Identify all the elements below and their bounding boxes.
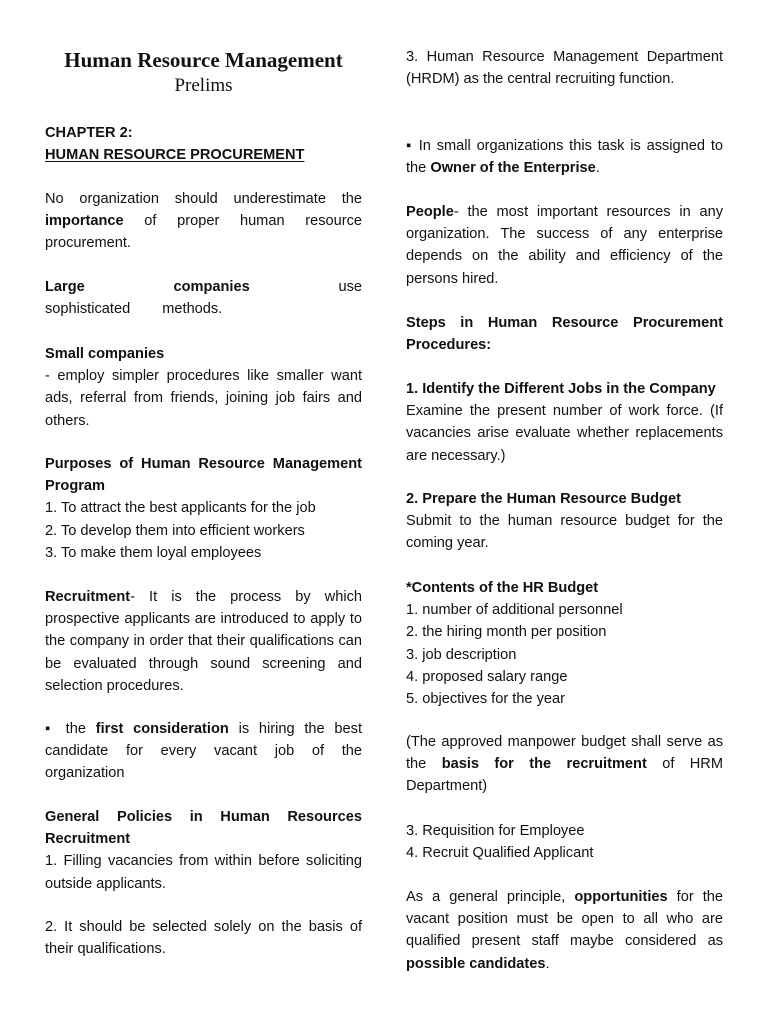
chapter-title: HUMAN RESOURCE PROCUREMENT — [45, 147, 305, 164]
policy-item-2: 2. It should be selected solely on the basis of their qualifications. — [45, 919, 362, 958]
step-1-block — [406, 378, 723, 467]
budget-content-item: 4. proposed salary range — [406, 668, 568, 685]
small-companies-heading: Small companies — [45, 346, 165, 362]
policies-block — [45, 806, 362, 895]
steps-3-4-block — [406, 820, 723, 864]
people-text: - the most important resources in any organization. The success of any enterprise depends on the ability and efficiency of the persons hired. — [406, 204, 723, 287]
people-paragraph — [406, 201, 723, 290]
document-title: Human Resource Management — [64, 48, 343, 72]
recruitment-term: Recruitment — [45, 589, 131, 605]
large-companies-text: use sophisticated methods. — [45, 279, 362, 318]
intro-text-a: No organization should underestimate the — [45, 191, 362, 207]
step-1-heading: 1. Identify the Different Jobs in the Company — [406, 381, 716, 397]
document-subtitle: Prelims — [174, 75, 233, 96]
hr-budget-contents-heading: *Contents of the HR Budget — [406, 580, 599, 596]
policies-heading: General Policies in Human Resources Recruitment — [45, 809, 362, 848]
principle-emphasis-candidates: possible candidates — [406, 955, 546, 972]
steps-heading — [406, 312, 723, 356]
budget-content-item: 5. objectives for the year — [406, 691, 565, 708]
approved-budget-paragraph — [406, 731, 723, 798]
budget-content-item: 2. the hiring month per position — [406, 624, 607, 641]
general-principle-paragraph — [406, 886, 723, 975]
small-org-text-a: ▪ In small organizations this task is assigned to the — [406, 138, 723, 177]
large-companies-paragraph — [45, 276, 362, 320]
approved-text-a: (The approved manpower budget shall serve as the — [406, 734, 723, 773]
small-org-text-c: . — [595, 160, 600, 177]
intro-text-c: of proper human resource procurement. — [45, 213, 362, 252]
approved-emphasis: basis for the recruitment — [441, 756, 647, 773]
people-term: People — [406, 204, 454, 220]
hrdm-paragraph: 3. Human Resource Management Department (HRDM) as the central recruiting function. — [406, 49, 723, 88]
first-consideration-text: is hiring the best candidate for every vacant job of the organization — [45, 721, 363, 782]
step-3-item: 3. Requisition for Employee — [406, 823, 585, 839]
principle-text-e: . — [545, 955, 550, 972]
chapter-heading — [45, 122, 362, 166]
small-companies-text: - employ simpler procedures like smaller want ads, referral from friends, joining job fairs and others. — [45, 368, 362, 429]
principle-text-c: for the vacant position must be open to all who are qualified present staff maybe considered as — [406, 889, 723, 950]
recruitment-paragraph — [45, 586, 362, 697]
purposes-block — [45, 453, 362, 564]
small-organizations-paragraph — [406, 135, 723, 179]
large-companies-term: Large companies — [45, 279, 250, 295]
purposes-heading: Purposes of Human Resource Management Program — [45, 456, 362, 495]
approved-text-c: of HRM Department) — [406, 756, 723, 795]
steps-heading-text: Steps in Human Resource Procurement Procedures: — [406, 315, 723, 354]
step-4-item: 4. Recruit Qualified Applicant — [406, 845, 594, 862]
first-consideration-paragraph — [45, 718, 362, 785]
purpose-item: 3. To make them loyal employees — [45, 544, 262, 561]
principle-text-a: As a general principle, — [406, 889, 575, 905]
purpose-item: 1. To attract the best applicants for the job — [45, 500, 316, 517]
budget-content-item: 1. number of additional personnel — [406, 602, 623, 619]
hr-budget-contents-block — [406, 577, 723, 710]
recruitment-text: - It is the process by which prospective applicants are introduced to apply to the company in order that their qualifications can be evaluated through sound screening and selection procedures. — [45, 589, 362, 694]
small-companies-block — [45, 343, 362, 432]
document-title-block — [45, 48, 362, 98]
principle-emphasis-opportunities: opportunities — [574, 889, 668, 905]
step-1-text: Examine the present number of work force. (If vacancies arise evaluate whether replacements are necessary.) — [406, 403, 723, 464]
first-consideration-term: first consideration — [95, 721, 229, 737]
first-consideration-bullet: ▪ the — [45, 721, 96, 737]
intro-paragraph — [45, 188, 362, 255]
small-org-emphasis: Owner of the Enterprise — [430, 160, 596, 177]
intro-emphasis: importance — [45, 213, 124, 230]
chapter-label: CHAPTER 2: — [45, 125, 133, 141]
step-2-block — [406, 488, 723, 555]
step-2-text: Submit to the human resource budget for the coming year. — [406, 513, 723, 552]
policy-item: 1. Filling vacancies from within before soliciting outside applicants. — [45, 853, 362, 892]
budget-content-item: 3. job description — [406, 646, 517, 663]
step-2-heading: 2. Prepare the Human Resource Budget — [406, 491, 681, 507]
purpose-item: 2. To develop them into efficient workers — [45, 522, 305, 539]
